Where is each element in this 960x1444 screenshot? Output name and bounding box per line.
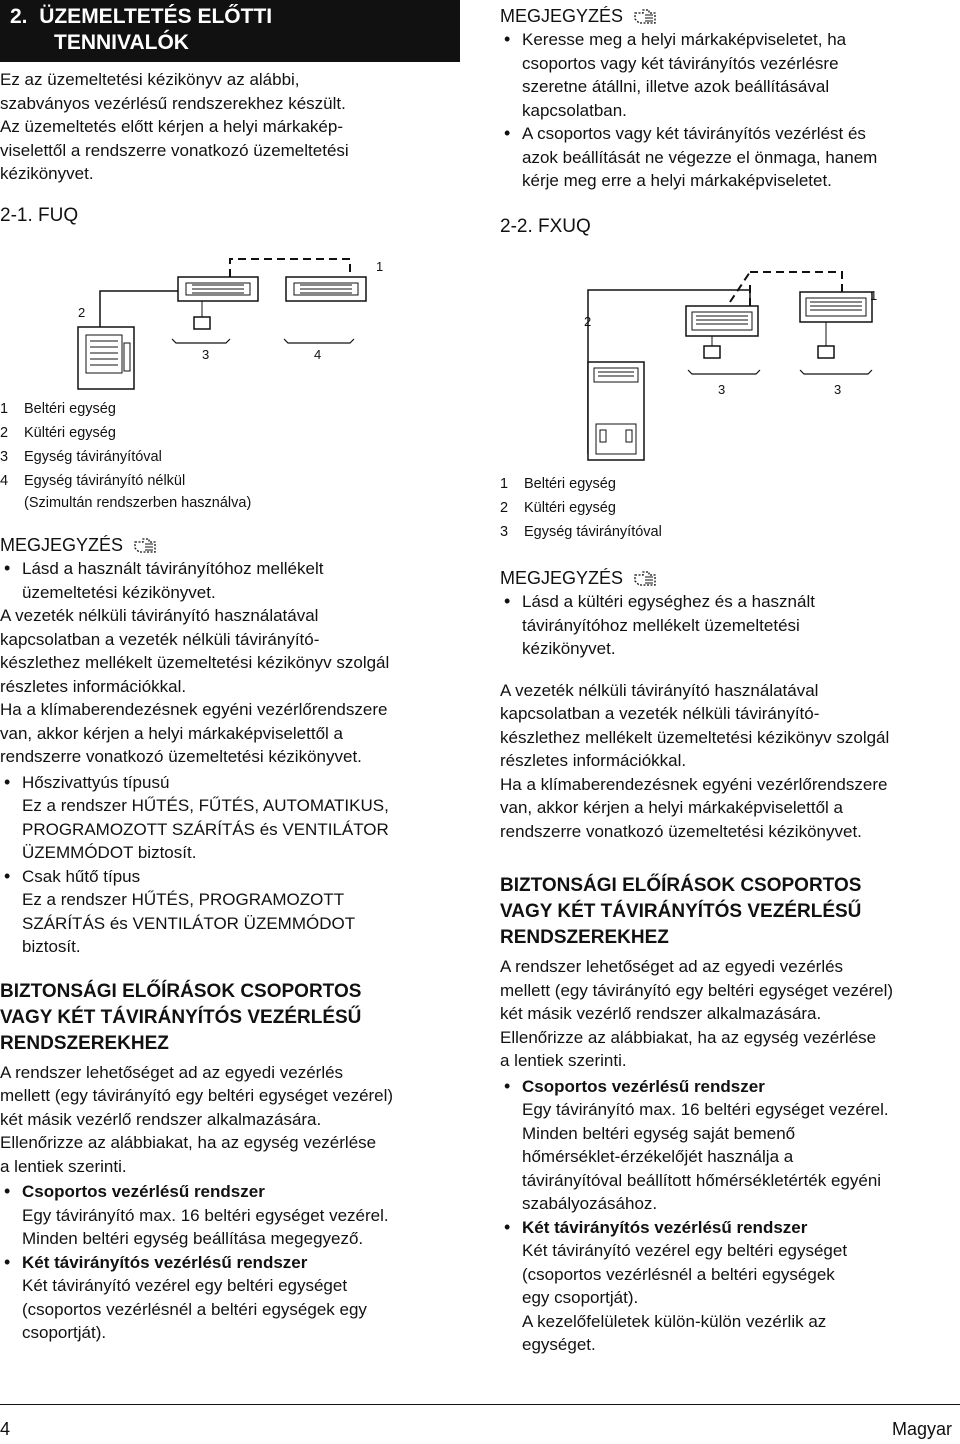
fuq-label-2: 2 [78, 305, 86, 320]
legend-item: 4 Egység távirányító nélkül [0, 473, 186, 489]
fxuq-label-3a: 3 [718, 382, 726, 397]
right-safety: BIZTONSÁGI ELŐÍRÁSOK CSOPORTOS VAGY KÉT TÁVIRÁNYÍTÓS VEZÉRLÉSŰ RENDSZEREKHEZ A rendszer lehetőséget ad az egyedi vezérlés mellett (egy távirányító egy beltéri egységet vezérel) két másik vezérlő rendszer alkalmazására. Ellenőrizze az alábbiakat, ha az egység vezérlése a lentiek szerinti. • Csoportos vezérlésű rendszer Egy távirányító max. 16 beltéri egységet vezérel. Minden beltéri egység saját bemenő hőmérséklet-érzékelőjét használja a távirányítóval beállított hőmérsékletérték egyéni szabályozásához. • Két távirányítós vezérlésű rendszer Két távirányító vezérel egy beltéri egységet (csoportos vezérlésnél a beltéri egységek egy csoportját). A kezelőfelületek külön-külön vezérlik az egységet. [500, 873, 960, 1357]
legend-item: 2 Kültéri egység [500, 500, 616, 516]
right-note: MEGJEGYZÉS • Lásd a kültéri egységhez és a használt távirányítóhoz mellékelt üzemeltetési kézikönyvet. A vezeték nélküli távirányító használatával kapcsolatban a vezeték nélküli távirányító- készlethez mellékelt üzemeltetési kézikönyv szolgál részletes információkkal. Ha a klímaberendezésnek egyéni vezérlőrendszere van, akkor kérjen a helyi márkaképviselettől a rendszerre vonatkozó üzemeltetési kézikönyvet. [500, 566, 960, 843]
safety-heading: BIZTONSÁGI ELŐÍRÁSOK CSOPORTOS VAGY KÉT TÁVIRÁNYÍTÓS VEZÉRLÉSŰ RENDSZEREKHEZ [500, 875, 862, 948]
legend-item: 2 Kültéri egység [0, 425, 116, 441]
hand-note-icon [633, 7, 659, 25]
bullet-heat-pump: • Hőszivattyús típusú Ez a rendszer HŰTÉS, FŰTÉS, AUTOMATIKUS, PROGRAMOZOTT SZÁRÍTÁS és VENTILÁTOR ÜZEMMÓDOT biztosít. [0, 771, 460, 865]
intro-line: szabványos vezérlésű rendszerekhez készült. [0, 93, 346, 113]
note-item: • A csoportos vagy két távirányítós vezérlést és azok beállítását ne végezze el önmaga, hanem kérje meg erre a helyi márkaképviseletet. [500, 122, 960, 193]
safety-heading: BIZTONSÁGI ELŐÍRÁSOK CSOPORTOS VAGY KÉT TÁVIRÁNYÍTÓS VEZÉRLÉSŰ RENDSZEREKHEZ [0, 980, 362, 1054]
fuq-indoor-unit [178, 277, 258, 329]
section-number: 2. [10, 5, 28, 28]
note-title: MEGJEGYZÉS [500, 4, 960, 28]
legend-item: 3 Egység távirányítóval [500, 524, 662, 540]
page-number: 4 [0, 1419, 11, 1439]
right-column [500, 0, 960, 1357]
left-safety: BIZTONSÁGI ELŐÍRÁSOK CSOPORTOS VAGY KÉT TÁVIRÁNYÍTÓS VEZÉRLÉSŰ RENDSZEREKHEZ A rendszer lehetőséget ad az egyedi vezérlés mellett (egy távirányító egy beltéri egységet vezérel) két másik vezérlő rendszer alkalmazására. Ellenőrizze az alábbiakat, ha az egység vezérlése a lentiek szerinti. • Csoportos vezérlésű rendszer Egy távirányító max. 16 beltéri egységet vezérel. Minden beltéri egység beállítása megegyező. • Két távirányítós vezérlésű rendszer Két távirányító vezérel egy beltéri egységet (csoportos vezérlésnél a beltéri egységek egy csoportját). [0, 979, 460, 1345]
fuq-diagram [0, 231, 460, 391]
legend-extra: (Szimultán rendszerben használva) [24, 495, 252, 511]
fuq-legend [0, 397, 460, 513]
right-note-top [500, 4, 960, 193]
fuq-wire-dashed [230, 259, 350, 277]
section-title-line1: ÜZEMELTETÉS ELŐTTI [39, 5, 273, 28]
left-column [0, 0, 460, 1345]
fuq-label-3: 3 [202, 347, 210, 362]
fxuq-diagram [500, 242, 960, 462]
fxuq-label-1: 1 [870, 288, 878, 303]
footer-language: Magyar [891, 1419, 952, 1439]
intro-line: viselettől a rendszerre vonatkozó üzemeltetési [0, 140, 349, 160]
note-title: MEGJEGYZÉS [0, 533, 460, 557]
fuq-label-1: 1 [376, 259, 384, 274]
hand-note-icon [133, 536, 159, 554]
fxuq-label-2: 2 [584, 314, 592, 329]
left-note: MEGJEGYZÉS • Lásd a használt távirányítóhoz mellékelt üzemeltetési kézikönyvet. A vezeték nélküli távirányító használatával kapcsolatban a vezeték nélküli távirányító- készlethez mellékelt üzemeltetési kézikönyv szolgál részletes információkkal. Ha a klímaberendezésnek egyéni vezérlőrendszere van, akkor kérjen a helyi márkaképviselettől a rendszerre vonatkozó üzemeltetési kézikönyvet. • Hőszivattyús típusú Ez a rendszer HŰTÉS, FŰTÉS, AUTOMATIKUS, PROGRAMOZOTT SZÁRÍTÁS és VENTILÁTOR ÜZEMMÓDOT biztosít. • Csak hűtő típus Ez a rendszer HŰTÉS, PROGRAMOZOTT SZÁRÍTÁS és VENTILÁTOR ÜZEMMÓDOT biztosít. [0, 533, 460, 959]
note-title: MEGJEGYZÉS [500, 566, 960, 590]
fxuq-heading: 2-2. FXUQ [500, 215, 591, 237]
page-footer [0, 1404, 960, 1439]
fuq-label-4: 4 [314, 347, 322, 362]
note-item: • Lásd a használt távirányítóhoz mellékelt üzemeltetési kézikönyvet. [0, 557, 460, 604]
intro-text [0, 68, 460, 186]
fxuq-indoor-unit [800, 292, 872, 358]
bullet-dual-control: • Két távirányítós vezérlésű rendszer Két távirányító vezérel egy beltéri egységet (csoportos vezérlésnél a beltéri egységek egy csoportját). A kezelőfelületek külön-külön vezérlik az egységet. [500, 1216, 960, 1357]
section-title-line2: TENNIVALÓK [54, 31, 189, 54]
fxuq-indoor-unit [686, 306, 758, 358]
legend-item: 1 Beltéri egység [0, 401, 116, 417]
note-item: • Keresse meg a helyi márkaképviseletet, ha csoportos vagy két távirányítós vezérlésre szeretne átállni, illetve azok beállításával kapcsolatban. [500, 28, 960, 122]
intro-line: Az üzemeltetés előtt kérjen a helyi márkakép- [0, 117, 343, 136]
section-header [0, 0, 460, 62]
intro-line: kézikönyvet. [0, 164, 94, 183]
bullet-group-control: • Csoportos vezérlésű rendszer Egy távirányító max. 16 beltéri egységet vezérel. Minden beltéri egység beállítása megegyező. [0, 1180, 460, 1251]
bullet-cooling-only: • Csak hűtő típus Ez a rendszer HŰTÉS, PROGRAMOZOTT SZÁRÍTÁS és VENTILÁTOR ÜZEMMÓDOT biztosít. [0, 865, 460, 959]
fuq-heading: 2-1. FUQ [0, 204, 79, 226]
legend-item: 3 Egység távirányítóval [0, 449, 162, 465]
legend-item: 1 Beltéri egység [500, 476, 616, 492]
fuq-outdoor-unit [78, 327, 134, 389]
intro-line: Ez az üzemeltetési kézikönyv az alábbi, [0, 70, 300, 89]
fxuq-label-3b: 3 [834, 382, 842, 397]
note-item: • Lásd a kültéri egységhez és a használt távirányítóhoz mellékelt üzemeltetési kézikönyvet. [500, 590, 960, 661]
bullet-dual-control: • Két távirányítós vezérlésű rendszer Két távirányító vezérel egy beltéri egységet (csoportos vezérlésnél a beltéri egységek egy csoportját). [0, 1251, 460, 1345]
fuq-indoor-unit [286, 277, 366, 301]
fxuq-outdoor-unit [588, 362, 644, 460]
hand-note-icon [633, 569, 659, 587]
fxuq-legend [500, 472, 960, 544]
bullet-group-control: • Csoportos vezérlésű rendszer Egy távirányító max. 16 beltéri egységet vezérel. Minden beltéri egység saját bemenő hőmérséklet-érzékelőjét használja a távirányítóval beállított hőmérsékletérték egyéni szabályozásához. [500, 1075, 960, 1216]
